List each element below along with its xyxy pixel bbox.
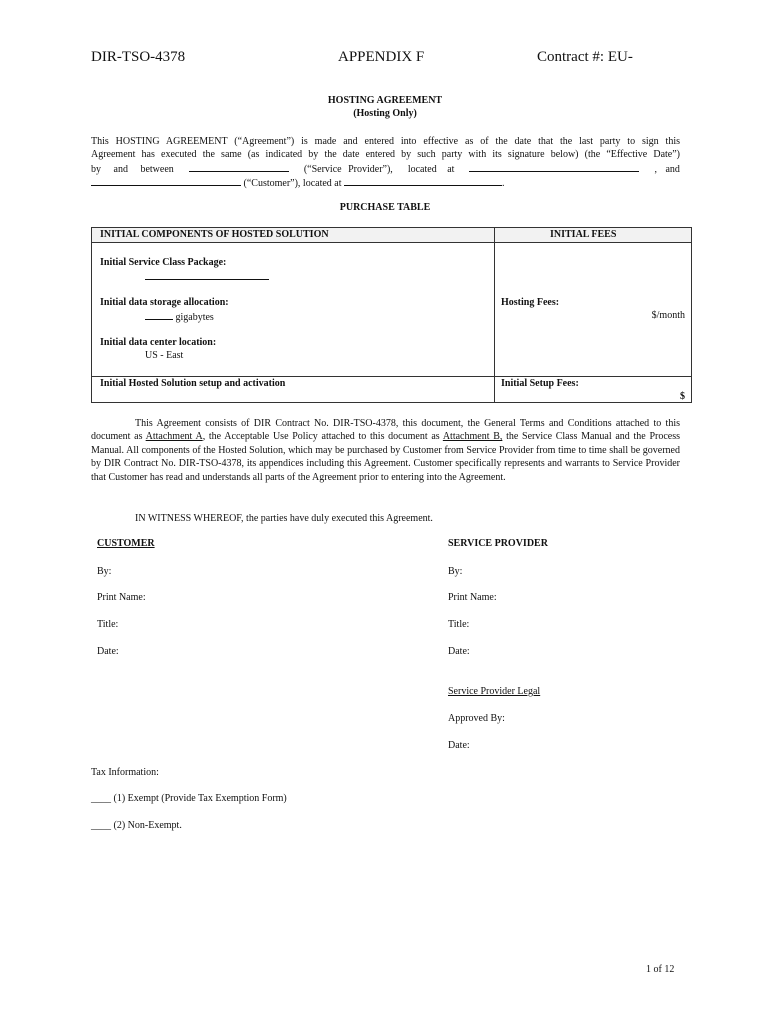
intro-line-1: This HOSTING AGREEMENT (“Agreement”) is made and entered into effective as of the date that the last party to sign this xyxy=(91,136,680,147)
customer-heading: CUSTOMER xyxy=(97,538,155,549)
setup-label: Initial Hosted Solution setup and activation xyxy=(100,378,286,389)
provider-address-blank xyxy=(469,162,639,172)
intro-line-4 xyxy=(91,176,680,190)
provider-date-label: Date: xyxy=(448,646,470,657)
legal-date-label: Date: xyxy=(448,740,470,751)
intro-line-3 xyxy=(91,162,680,176)
customer-name-blank xyxy=(91,176,241,186)
witness-statement: IN WITNESS WHEREOF, the parties have duly executed this Agreement. xyxy=(135,513,433,524)
by-and-between-text: by and between xyxy=(91,163,174,175)
appendix-label: APPENDIX F xyxy=(338,49,425,65)
tax-info-label: Tax Information: xyxy=(91,767,159,778)
location-label: Initial data center location: xyxy=(100,337,217,348)
and-text: , and xyxy=(654,163,680,175)
approved-by-label: Approved By: xyxy=(448,713,505,724)
customer-address-blank xyxy=(344,176,502,186)
purchase-table xyxy=(91,227,692,403)
hosting-fees-label: Hosting Fees: xyxy=(501,297,560,308)
storage-label: Initial data storage allocation: xyxy=(100,297,229,308)
contract-number: Contract #: EU- xyxy=(537,49,633,65)
setup-row-divider xyxy=(92,376,691,377)
customer-title-label: Title: xyxy=(97,619,119,630)
body-part-2: , the Acceptable Use Policy attached to this document as xyxy=(202,431,443,443)
customer-text: (“Customer”), located at xyxy=(243,178,342,190)
storage-value-line xyxy=(145,310,214,323)
provider-name-blank xyxy=(189,162,289,172)
customer-date-label: Date: xyxy=(97,646,119,657)
body-part-3: the Service Class Manual and the Process Manual. All components of the Hosted Solution, which may be purchased by Customer from Service Provider from time to time shall be governed by DIR Contract No. DIR-TSO-4378, its appendices including this Agreement. Customer specifically represents and warrants to Service Provider that Customer has read and understands all parts of the Agreement prior to entering into the Agreement. xyxy=(91,431,680,483)
located-at-text: located at xyxy=(407,163,455,175)
attachment-b-link[interactable]: Attachment B, xyxy=(442,431,503,443)
tax-non-exempt-option[interactable]: ____ (2) Non-Exempt. xyxy=(91,820,182,831)
body-paragraph xyxy=(91,417,680,484)
intro-line-2: Agreement has executed the same (as indicated by the date entered by such party with its signature below) (the “Effective Date”) xyxy=(91,149,680,161)
purchase-table-heading: PURCHASE TABLE xyxy=(339,202,431,213)
intro-paragraph xyxy=(91,135,680,191)
body-part-1: This Agreement consists of DIR Contract No. DIR-TSO-4378, this document, the General Terms and Conditions attached to this document as xyxy=(91,418,680,443)
storage-unit: gigabytes xyxy=(175,312,214,323)
provider-title-label: Title: xyxy=(448,619,470,630)
setup-fees-label: Initial Setup Fees: xyxy=(501,378,579,389)
header-divider xyxy=(92,242,691,243)
service-provider-text: (“Service Provider”), xyxy=(303,163,393,175)
document-id: DIR-TSO-4378 xyxy=(91,49,186,65)
provider-heading: SERVICE PROVIDER xyxy=(448,538,548,549)
provider-print-name-label: Print Name: xyxy=(448,592,497,603)
hosting-fees-value: $/month xyxy=(651,310,685,321)
components-column-header: INITIAL COMPONENTS OF HOSTED SOLUTION xyxy=(100,229,329,240)
setup-fees-value: $ xyxy=(680,391,685,402)
provider-legal-heading: Service Provider Legal xyxy=(448,686,541,697)
page-number: 1 of 12 xyxy=(646,964,675,975)
location-value: US - East xyxy=(145,350,184,361)
fees-column-header: INITIAL FEES xyxy=(550,229,617,240)
tax-exempt-option[interactable]: ____ (1) Exempt (Provide Tax Exemption Form) xyxy=(91,793,287,804)
attachment-a-link[interactable]: Attachment A xyxy=(145,431,203,443)
period-text: . xyxy=(502,178,505,190)
agreement-subtitle: (Hosting Only) xyxy=(353,108,417,119)
service-class-blank xyxy=(145,268,269,280)
agreement-title: HOSTING AGREEMENT xyxy=(327,95,443,106)
customer-print-name-label: Print Name: xyxy=(97,592,146,603)
provider-by-label: By: xyxy=(448,566,463,577)
service-class-label: Initial Service Class Package: xyxy=(100,257,227,268)
customer-by-label: By: xyxy=(97,566,112,577)
storage-blank xyxy=(145,310,173,320)
